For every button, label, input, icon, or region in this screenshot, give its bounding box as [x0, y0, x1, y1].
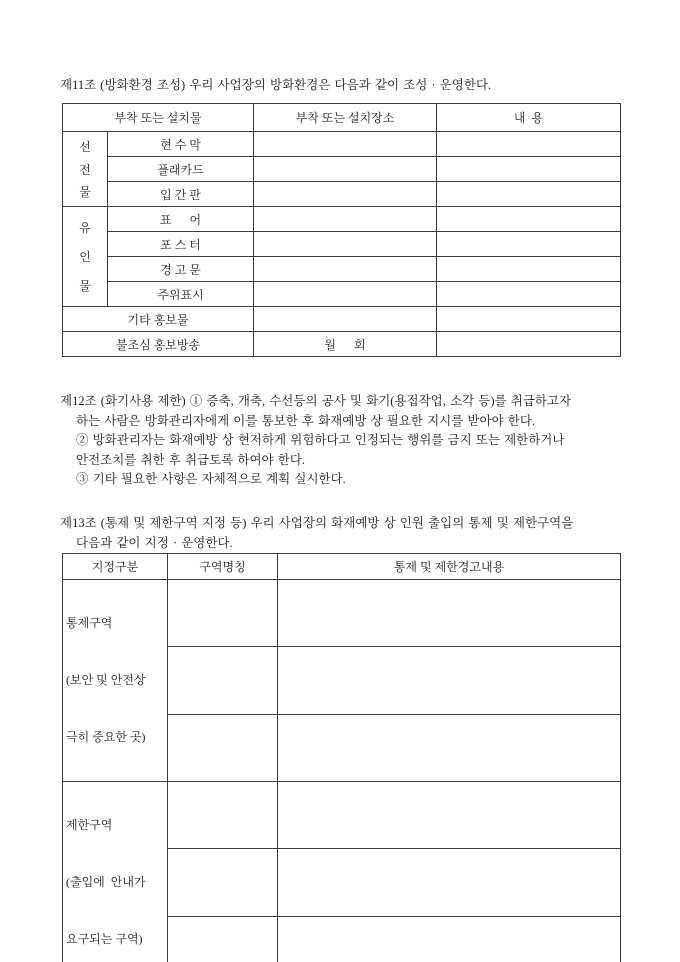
content-cell	[437, 332, 621, 357]
zone-warning-cell	[278, 647, 621, 714]
content-cell	[437, 207, 621, 232]
content-cell	[437, 282, 621, 307]
zone-warning-cell	[278, 849, 621, 916]
footer-row-label: 불조심 홍보방송	[63, 332, 254, 357]
article-12-paragraph	[60, 392, 626, 490]
table-header-zone-name: 구역명칭	[168, 554, 278, 580]
zone-name-cell	[168, 916, 278, 962]
location-cell	[254, 182, 437, 207]
group-label-propaganda	[63, 132, 108, 207]
paragraph-line: 하는 사람은 방화관리자에게 이를 통보한 후 화재예방 상 필요한 지시를 받아야 한다.	[76, 413, 536, 428]
table-header-warning: 통제 및 제한경고내용	[278, 554, 621, 580]
location-cell	[254, 307, 437, 332]
table-header-attachment: 부착 또는 설치물	[63, 104, 254, 132]
table-header-location: 부착 또는 설치장소	[254, 104, 437, 132]
zone-warning-cell	[278, 714, 621, 781]
paragraph-line: 제13조 (통제 및 제한구역 지정 등) 우리 사업장의 화재예방 상 인원 출입의 통제 및 제한구역을	[60, 516, 574, 530]
article-11-heading	[60, 76, 626, 96]
location-cell	[254, 257, 437, 282]
zone-label-line: 제한구역	[66, 818, 113, 832]
table-header-designation: 지정구분	[63, 554, 168, 580]
item-label-cell: 현 수 막	[108, 132, 254, 157]
location-cell	[254, 157, 437, 182]
zone-table	[62, 553, 621, 962]
item-label-cell: 포 스 터	[108, 232, 254, 257]
group-label-text: 선 전 물	[79, 139, 91, 200]
paragraph-line: ② 방화관리자는 화재예방 상 현저하게 위험하다고 인정되는 행위를 금지 또는 제한하거나	[76, 433, 565, 447]
zone-warning-cell	[278, 916, 621, 962]
group-label-handout	[63, 207, 108, 307]
content-cell	[437, 307, 621, 332]
item-label-cell: 플래카드	[108, 157, 254, 182]
content-cell	[437, 232, 621, 257]
paragraph-line: 안전조치를 취한 후 취급토록 하여야 한다.	[76, 452, 306, 467]
zone-warning-cell	[278, 580, 621, 647]
zone-group-label-control	[63, 580, 168, 782]
zone-name-cell	[168, 782, 278, 849]
zone-label-line: 극히 중요한 곳)	[66, 730, 146, 744]
zone-name-cell	[168, 647, 278, 714]
location-cell	[254, 132, 437, 157]
zone-label-line: (보안 및 안전상	[66, 673, 146, 687]
zone-label-line: 통제구역	[66, 616, 113, 630]
article-13-paragraph	[60, 514, 626, 553]
item-label-cell: 표 어	[108, 207, 254, 232]
zone-name-cell	[168, 849, 278, 916]
content-cell	[437, 157, 621, 182]
content-cell	[437, 257, 621, 282]
zone-label-line: 요구되는 구역)	[66, 932, 143, 946]
location-cell: 월 회	[254, 332, 437, 357]
item-label-cell: 입 간 판	[108, 182, 254, 207]
content-cell	[437, 182, 621, 207]
zone-group-label-restricted	[63, 782, 168, 962]
paragraph-line: 다음과 같이 지정 · 운영한다.	[76, 535, 233, 550]
zone-name-cell	[168, 580, 278, 647]
item-label-cell: 주위표시	[108, 282, 254, 307]
content-cell	[437, 132, 621, 157]
group-label-text: 유 인 물	[79, 221, 91, 293]
heading-text: 제11조 (방화환경 조성) 우리 사업장의 방화환경은 다음과 같이 조성 · 운영한다.	[60, 78, 492, 92]
footer-row-label: 기타 홍보물	[63, 307, 254, 332]
table-header-content: 내 용	[437, 104, 621, 132]
location-cell	[254, 282, 437, 307]
item-label-cell: 경 고 문	[108, 257, 254, 282]
location-cell	[254, 207, 437, 232]
zone-label-line: (출입에 안내가	[66, 875, 146, 889]
installation-table	[62, 103, 621, 357]
paragraph-line: 제12조 (화기사용 제한) ① 증축, 개축, 수선등의 공사 및 화기(용접작업, 소각 등)를 취급하고자	[60, 394, 572, 408]
paragraph-line: ③ 기타 필요한 사항은 자체적으로 계획 실시한다.	[76, 472, 346, 486]
zone-name-cell	[168, 714, 278, 781]
zone-warning-cell	[278, 782, 621, 849]
location-cell	[254, 232, 437, 257]
